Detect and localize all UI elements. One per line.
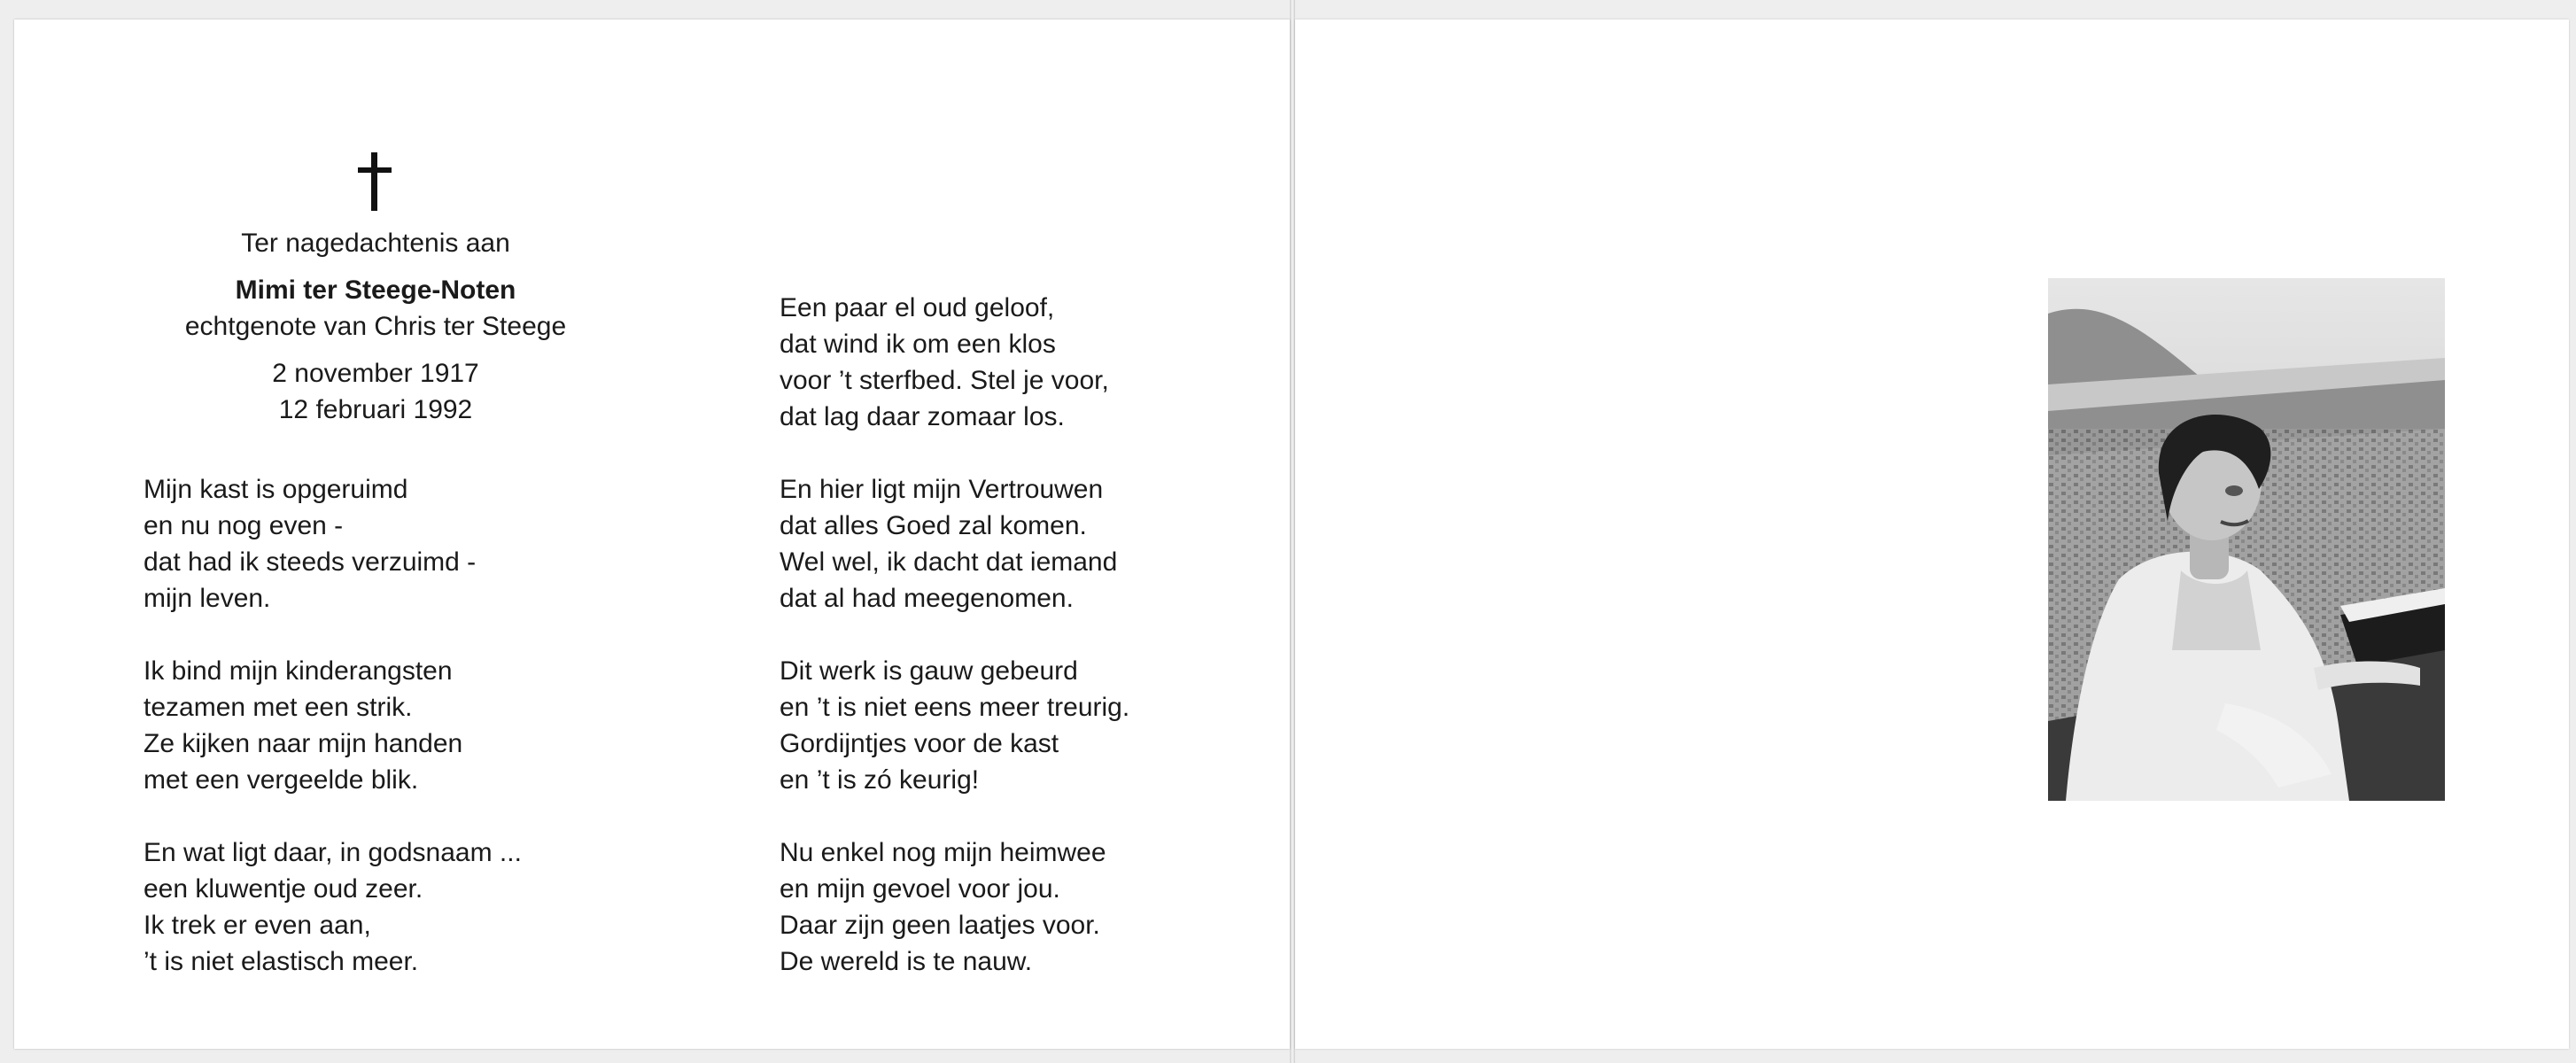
poem-line: en ’t is zó keurig! (780, 765, 980, 795)
poem-left-column (144, 471, 693, 1016)
poem-line: Gordijntjes voor de kast (780, 729, 1059, 758)
poem-line: en ’t is niet eens meer treurig. (780, 693, 1130, 722)
birth-date: 2 november 1917 (272, 359, 479, 388)
poem-line: Ik bind mijn kinderangsten (144, 656, 453, 686)
poem-line: Ze kijken naar mijn handen (144, 729, 463, 758)
poem-line: dat lag daar zomaar los. (780, 402, 1065, 431)
poem-line: Wel wel, ik dacht dat iemand (780, 547, 1118, 577)
poem-line: tezamen met een strik. (144, 693, 413, 722)
poem-line: Nu enkel nog mijn heimwee (780, 838, 1106, 867)
deceased-name: Mimi ter Steege-Noten (235, 275, 516, 305)
poem-line: en mijn gevoel voor jou. (780, 874, 1060, 904)
poem-stanza (144, 471, 693, 617)
poem-line: Een paar el oud geloof, (780, 293, 1055, 322)
poem-line: een kluwentje oud zeer. (144, 874, 423, 904)
poem-right-column (780, 290, 1329, 1016)
poem-line: dat alles Goed zal komen. (780, 511, 1087, 540)
spouse-text: echtgenote van Chris ter Steege (184, 312, 567, 341)
poem-line: De wereld is te nauw. (780, 947, 1033, 976)
poem-line: met een vergeelde blik. (144, 765, 419, 795)
poem-line: dat al had meegenomen. (780, 584, 1074, 613)
poem-line: ’t is niet elastisch meer. (144, 947, 419, 976)
poem-line: dat wind ik om een klos (780, 330, 1056, 359)
poem-stanza (144, 653, 693, 798)
death-date: 12 februari 1992 (278, 395, 473, 424)
portrait-photo (2048, 278, 2445, 801)
memorial-header (110, 225, 641, 428)
poem-line: Mijn kast is opgeruimd (144, 475, 408, 504)
left-card-panel (14, 19, 1290, 1049)
poem-line: Dit werk is gauw gebeurd (780, 656, 1078, 686)
poem-line: dat had ik steeds verzuimd - (144, 547, 477, 577)
poem-stanza (780, 290, 1329, 435)
poem-line: Daar zijn geen laatjes voor. (780, 911, 1100, 940)
poem-line: voor ’t sterfbed. Stel je voor, (780, 366, 1109, 395)
poem-line: mijn leven. (144, 584, 271, 613)
poem-stanza (780, 471, 1329, 617)
poem-line: En wat ligt daar, in godsnaam ... (144, 838, 522, 867)
poem-line: Ik trek er even aan, (144, 911, 371, 940)
intro-text: Ter nagedachtenis aan (241, 229, 510, 258)
cross-icon (358, 152, 393, 211)
poem-stanza (144, 834, 693, 980)
poem-line: en nu nog even - (144, 511, 344, 540)
poem-line: En hier ligt mijn Vertrouwen (780, 475, 1104, 504)
poem-stanza (780, 834, 1329, 980)
poem-stanza (780, 653, 1329, 798)
